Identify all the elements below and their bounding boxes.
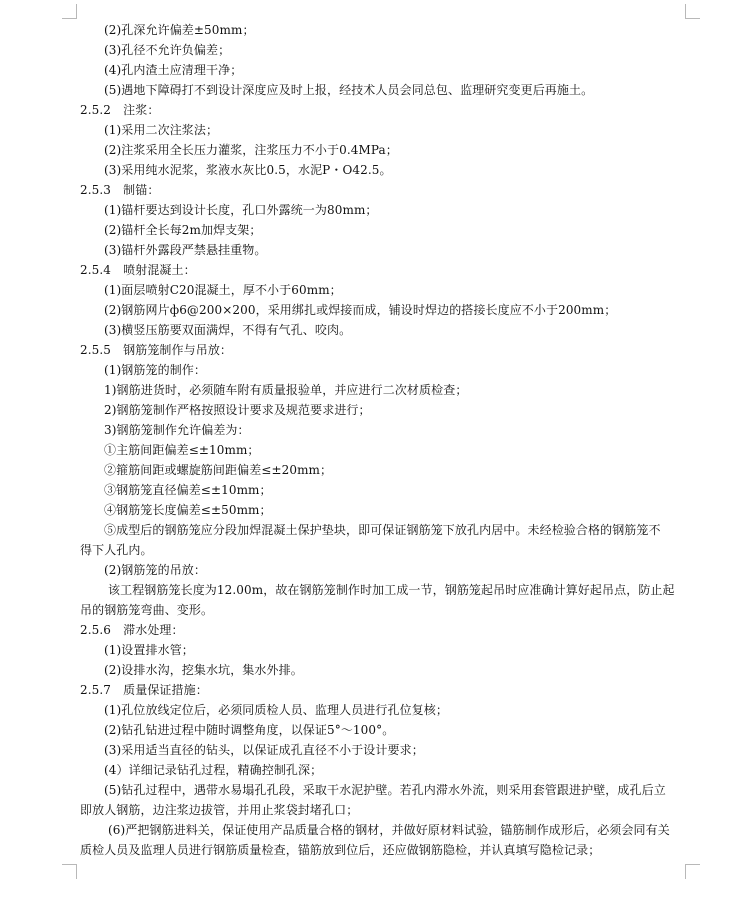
text-line: 1)钢筋进货时，必须随车附有质量报验单，并应进行二次材质检查； xyxy=(104,383,468,397)
section-heading: 2.5.4 喷射混凝土： xyxy=(80,263,196,277)
text-line: 即放人钢筋，边注浆边拔管，并用止浆袋封堵孔口； xyxy=(80,803,359,817)
text-line: (2)锚杆全长每2m加焊支架； xyxy=(104,223,262,237)
text-line: 吊的钢筋笼弯曲、变形。 xyxy=(80,603,214,617)
section-heading: 2.5.5 钢筋笼制作与吊放： xyxy=(80,343,233,357)
text-line: (1)锚杆要达到设计长度，孔口外露统一为80mm； xyxy=(104,203,378,217)
text-line: (3)采用纯水泥浆，浆液水灰比0.5，水泥P・O42.5。 xyxy=(104,163,392,177)
text-line: (1)钢筋笼的制作： xyxy=(104,363,206,377)
document-body xyxy=(80,20,692,860)
text-line: (1)设置排水管； xyxy=(104,643,194,657)
text-line: (3)锚杆外露段严禁悬挂重物。 xyxy=(104,243,267,257)
text-line: (2)设排水沟，挖集水坑，集水外排。 xyxy=(104,663,303,677)
text-line: (1)采用二次注浆法； xyxy=(104,123,219,137)
text-line: ⑤成型后的钢筋笼应分段加焊混凝土保护垫块，即可保证钢筋笼下放孔内居中。未经检验合格的钢筋笼不 xyxy=(104,523,661,537)
section-heading: 2.5.3 制锚： xyxy=(80,183,160,197)
text-line: (3)采用适当直径的钻头，以保证成孔直径不小于设计要求； xyxy=(104,743,424,757)
section-heading: 2.5.6 滞水处理： xyxy=(80,623,184,637)
text-line: ①主筋间距偏差≤±10mm； xyxy=(104,443,260,457)
text-line: (1)孔位放线定位后，必须同质检人员、监理人员进行孔位复核； xyxy=(104,703,449,717)
text-line: ②箍筋间距或螺旋筋间距偏差≤±20mm； xyxy=(104,463,333,477)
text-line: 2)钢筋笼制作严格按照设计要求及规范要求进行； xyxy=(104,403,371,417)
text-line: 质检人员及监理人员进行钢筋质量检查，锚筋放到位后，还应做钢筋隐检，并认真填写隐检记录； xyxy=(80,843,601,857)
text-line: (5)钻孔过程中，遇带水易塌孔孔段，采取干水泥护壁。若孔内滞水外流，则采用套管跟进护壁，成孔后立 xyxy=(104,783,666,797)
text-line: (2)孔深允许偏差±50mm； xyxy=(104,23,255,37)
text-line: 3)钢筋笼制作允许偏差为： xyxy=(104,423,250,437)
text-line: (2)钢筋网片ф6@200×200，采用绑扎或焊接而成，铺设时焊边的搭接长度应不小于200mm； xyxy=(104,303,617,317)
text-line: ④钢筋笼长度偏差≤±50mm； xyxy=(104,503,272,517)
text-line: (6)严把钢筋进料关，保证使用产品质量合格的钢材，并做好原材料试验，锚筋制作成形后，必须会同有关 xyxy=(108,823,670,837)
text-line: (3)横竖压筋要双面满焊，不得有气孔、咬肉。 xyxy=(104,323,352,337)
text-line: 得下人孔内。 xyxy=(80,543,153,557)
margin-corner-mark xyxy=(685,864,700,879)
text-line: (4）详细记录钻孔过程，精确控制孔深； xyxy=(104,763,323,777)
text-line: (2)注浆采用全长压力灌浆，注浆压力不小于0.4MPa； xyxy=(104,143,398,157)
margin-corner-mark xyxy=(685,4,700,19)
text-line: ③钢筋笼直径偏差≤±10mm； xyxy=(104,483,272,497)
section-heading: 2.5.2 注浆： xyxy=(80,103,160,117)
text-line: (1)面层喷射C20混凝土，厚不小于60mm； xyxy=(104,283,342,297)
section-heading: 2.5.7 质量保证措施： xyxy=(80,683,208,697)
text-line: (2)钢筋笼的吊放： xyxy=(104,563,206,577)
text-line: (5)遇地下障碍打不到设计深度应及时上报，经技术人员会同总包、监理研究变更后再施土。 xyxy=(104,83,594,97)
margin-corner-mark xyxy=(62,4,77,19)
margin-corner-mark xyxy=(62,864,77,879)
text-line: (4)孔内渣土应清理干净； xyxy=(104,63,243,77)
text-line: (2)钻孔钻进过程中随时调整角度，以保证5°～100°。 xyxy=(104,723,395,737)
text-line: (3)孔径不允许负偏差； xyxy=(104,43,231,57)
text-line: 该工程钢筋笼长度为12.00m，故在钢筋笼制作时加工成一节，钢筋笼起吊时应准确计算好起吊点，防止起 xyxy=(108,583,675,597)
